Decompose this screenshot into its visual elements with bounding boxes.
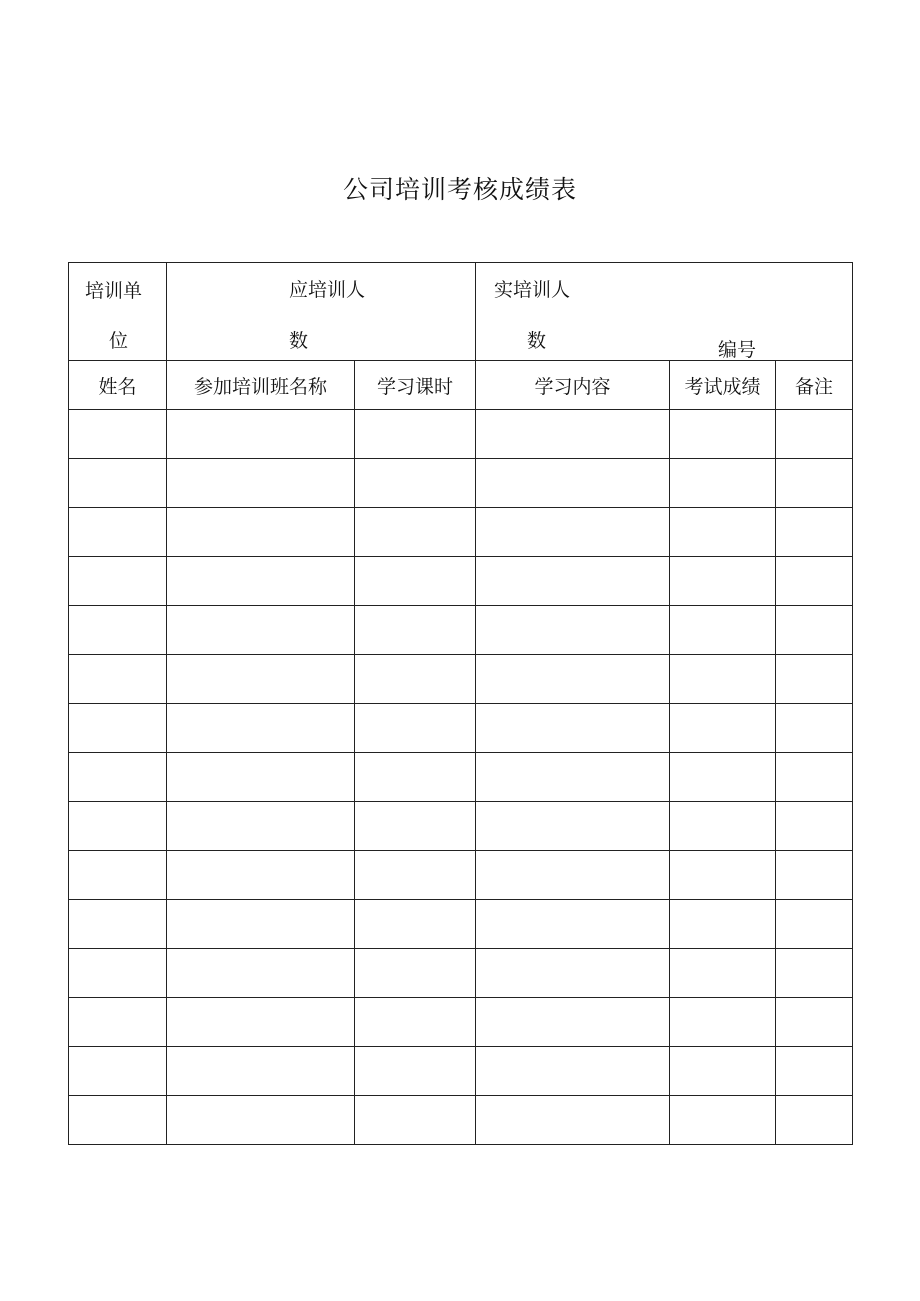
name-cell[interactable] [69, 1047, 167, 1096]
remarks-cell[interactable] [776, 655, 853, 704]
course-name-cell[interactable] [167, 802, 355, 851]
study-hours-cell[interactable] [355, 949, 476, 998]
study-content-cell[interactable] [476, 1096, 670, 1145]
course-name-cell[interactable] [167, 851, 355, 900]
study-content-cell[interactable] [476, 508, 670, 557]
name-cell[interactable] [69, 802, 167, 851]
study-content-cell[interactable] [476, 704, 670, 753]
table-row [69, 606, 853, 655]
remarks-cell[interactable] [776, 753, 853, 802]
study-hours-cell[interactable] [355, 606, 476, 655]
header-row [69, 361, 853, 410]
table-row [69, 557, 853, 606]
study-hours-cell[interactable] [355, 1047, 476, 1096]
course-name-cell[interactable] [167, 557, 355, 606]
table-row [69, 998, 853, 1047]
header-remarks: 备注 [776, 361, 853, 410]
table-row [69, 655, 853, 704]
remarks-cell[interactable] [776, 704, 853, 753]
table-row [69, 1096, 853, 1145]
study-content-cell[interactable] [476, 557, 670, 606]
course-name-cell[interactable] [167, 998, 355, 1047]
remarks-cell[interactable] [776, 1047, 853, 1096]
training-assessment-table [68, 262, 853, 1145]
course-name-cell[interactable] [167, 410, 355, 459]
name-cell[interactable] [69, 508, 167, 557]
header-name: 姓名 [69, 361, 167, 410]
study-content-cell[interactable] [476, 851, 670, 900]
header-course-name: 参加培训班名称 [167, 361, 355, 410]
remarks-cell[interactable] [776, 410, 853, 459]
remarks-cell[interactable] [776, 557, 853, 606]
table-row [69, 704, 853, 753]
name-cell[interactable] [69, 1096, 167, 1145]
course-name-cell[interactable] [167, 655, 355, 704]
name-cell[interactable] [69, 704, 167, 753]
exam-score-cell[interactable] [670, 949, 776, 998]
table-row [69, 851, 853, 900]
exam-score-cell[interactable] [670, 1096, 776, 1145]
name-cell[interactable] [69, 900, 167, 949]
name-cell[interactable] [69, 851, 167, 900]
expected-trainees-label-line1: 应培训人 [289, 279, 366, 301]
exam-score-cell[interactable] [670, 998, 776, 1047]
exam-score-cell[interactable] [670, 704, 776, 753]
name-cell[interactable] [69, 459, 167, 508]
exam-score-cell[interactable] [670, 900, 776, 949]
name-cell[interactable] [69, 557, 167, 606]
exam-score-cell[interactable] [670, 606, 776, 655]
table-row [69, 410, 853, 459]
remarks-cell[interactable] [776, 949, 853, 998]
table-row [69, 802, 853, 851]
remarks-cell[interactable] [776, 851, 853, 900]
exam-score-cell[interactable] [670, 459, 776, 508]
study-content-cell[interactable] [476, 949, 670, 998]
exam-score-cell[interactable] [670, 655, 776, 704]
course-name-cell[interactable] [167, 508, 355, 557]
study-hours-cell[interactable] [355, 557, 476, 606]
study-hours-cell[interactable] [355, 459, 476, 508]
study-content-cell[interactable] [476, 753, 670, 802]
table-row [69, 753, 853, 802]
table-row [69, 508, 853, 557]
remarks-cell[interactable] [776, 998, 853, 1047]
study-content-cell[interactable] [476, 606, 670, 655]
study-content-cell[interactable] [476, 998, 670, 1047]
remarks-cell[interactable] [776, 508, 853, 557]
table-row [69, 949, 853, 998]
header-study-hours: 学习课时 [355, 361, 476, 410]
study-hours-cell[interactable] [355, 851, 476, 900]
name-cell[interactable] [69, 606, 167, 655]
header-study-content: 学习内容 [476, 361, 670, 410]
remarks-cell[interactable] [776, 606, 853, 655]
name-cell[interactable] [69, 753, 167, 802]
study-content-cell[interactable] [476, 459, 670, 508]
study-content-cell[interactable] [476, 900, 670, 949]
exam-score-cell[interactable] [670, 1047, 776, 1096]
course-name-cell[interactable] [167, 1047, 355, 1096]
training-unit-label-line1: 培训单 [85, 280, 143, 302]
expected-trainees-cell[interactable] [167, 263, 476, 361]
study-content-cell[interactable] [476, 410, 670, 459]
name-cell[interactable] [69, 949, 167, 998]
study-hours-cell[interactable] [355, 900, 476, 949]
actual-trainees-cell[interactable] [476, 263, 853, 361]
actual-trainees-label-line2: 数 [527, 330, 547, 352]
study-hours-cell[interactable] [355, 753, 476, 802]
table-row [69, 459, 853, 508]
course-name-cell[interactable] [167, 1096, 355, 1145]
study-content-cell[interactable] [476, 1047, 670, 1096]
remarks-cell[interactable] [776, 802, 853, 851]
study-content-cell[interactable] [476, 655, 670, 704]
study-hours-cell[interactable] [355, 1096, 476, 1145]
table-row [69, 900, 853, 949]
study-content-cell[interactable] [476, 802, 670, 851]
exam-score-cell[interactable] [670, 410, 776, 459]
info-row [69, 263, 853, 361]
name-cell[interactable] [69, 655, 167, 704]
study-hours-cell[interactable] [355, 508, 476, 557]
serial-number-label: 编号 [718, 339, 757, 361]
course-name-cell[interactable] [167, 900, 355, 949]
course-name-cell[interactable] [167, 606, 355, 655]
name-cell[interactable] [69, 998, 167, 1047]
header-exam-score: 考试成绩 [670, 361, 776, 410]
study-hours-cell[interactable] [355, 998, 476, 1047]
table-row [69, 1047, 853, 1096]
exam-score-cell[interactable] [670, 753, 776, 802]
study-hours-cell[interactable] [355, 410, 476, 459]
exam-score-cell[interactable] [670, 851, 776, 900]
study-hours-cell[interactable] [355, 802, 476, 851]
training-unit-label-line2: 位 [109, 330, 129, 352]
training-unit-label-cell [69, 263, 167, 361]
exam-score-cell[interactable] [670, 508, 776, 557]
remarks-cell[interactable] [776, 1096, 853, 1145]
remarks-cell[interactable] [776, 900, 853, 949]
exam-score-cell[interactable] [670, 557, 776, 606]
name-cell[interactable] [69, 410, 167, 459]
actual-trainees-label-line1: 实培训人 [494, 279, 571, 301]
exam-score-cell[interactable] [670, 802, 776, 851]
course-name-cell[interactable] [167, 753, 355, 802]
expected-trainees-label-line2: 数 [289, 330, 309, 352]
course-name-cell[interactable] [167, 459, 355, 508]
remarks-cell[interactable] [776, 459, 853, 508]
course-name-cell[interactable] [167, 704, 355, 753]
study-hours-cell[interactable] [355, 704, 476, 753]
document-title: 公司培训考核成绩表 [342, 175, 577, 204]
course-name-cell[interactable] [167, 949, 355, 998]
study-hours-cell[interactable] [355, 655, 476, 704]
